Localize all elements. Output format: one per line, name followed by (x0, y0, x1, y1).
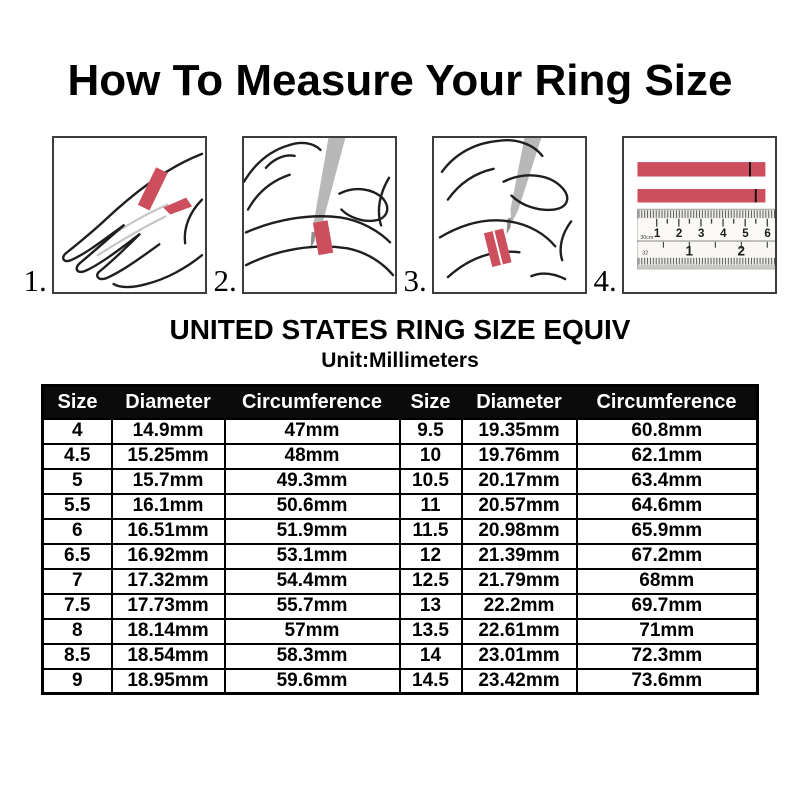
table-cell: 49.3mm (225, 469, 400, 494)
table-row (43, 619, 758, 644)
table-cell: 62.1mm (577, 444, 758, 469)
table-row (43, 669, 758, 694)
strips-and-ruler-icon (624, 138, 775, 292)
red-string (137, 167, 191, 214)
table-heading: UNITED STATES RING SIZE EQUIV (169, 314, 631, 346)
table-cell: 12.5 (400, 569, 462, 594)
table-cell: 53.1mm (225, 544, 400, 569)
table-cell: 19.35mm (462, 419, 577, 444)
red-strip-2 (637, 189, 765, 202)
table-cell: 65.9mm (577, 519, 758, 544)
ruler-cm-2: 2 (675, 228, 682, 241)
table-cell: 9.5 (400, 419, 462, 444)
table-cell: 11.5 (400, 519, 462, 544)
table-row (43, 594, 758, 619)
hand-with-string-icon (54, 138, 205, 292)
table-subheading: Unit:Millimeters (321, 349, 479, 373)
table-cell: 4 (43, 419, 112, 444)
table-cell: 15.7mm (112, 469, 225, 494)
table-cell: 18.54mm (112, 644, 225, 669)
header-cell-diameter: Diameter (112, 386, 225, 419)
table-cell: 58.3mm (225, 644, 400, 669)
table-cell: 69.7mm (577, 594, 758, 619)
table-cell: 64.6mm (577, 494, 758, 519)
table-cell: 18.95mm (112, 669, 225, 694)
table-cell: 59.6mm (225, 669, 400, 694)
table-cell: 16.1mm (112, 494, 225, 519)
table-cell: 20.57mm (462, 494, 577, 519)
ruler-cm-4: 4 (719, 228, 727, 241)
header-cell-diameter: Diameter (462, 386, 577, 419)
table-cell: 19.76mm (462, 444, 577, 469)
header-cell-circumference: Circumference (225, 386, 400, 419)
table-cell: 16.92mm (112, 544, 225, 569)
table-cell: 10.5 (400, 469, 462, 494)
table-cell: 14.5 (400, 669, 462, 694)
table-cell: 13.5 (400, 619, 462, 644)
red-strip-1 (637, 162, 765, 176)
table-cell: 14 (400, 644, 462, 669)
table-cell: 22.2mm (462, 594, 577, 619)
table-row (43, 444, 758, 469)
table-cell: 55.7mm (225, 594, 400, 619)
steps-row (0, 134, 800, 298)
step-3-illustration (432, 136, 587, 294)
table-row (43, 644, 758, 669)
table-cell: 20.98mm (462, 519, 577, 544)
header-cell-size: Size (400, 386, 462, 419)
table-cell: 5.5 (43, 494, 112, 519)
table-cell: 22.61mm (462, 619, 577, 644)
table-cell: 7.5 (43, 594, 112, 619)
table-cell: 6.5 (43, 544, 112, 569)
step-1-number: 1. (23, 262, 47, 298)
red-string (312, 221, 332, 256)
ruler-cm-unit-label: 30cm (639, 235, 653, 242)
table-cell: 54.4mm (225, 569, 400, 594)
table-cell: 7 (43, 569, 112, 594)
pen-marking-string-icon (244, 138, 395, 292)
table-cell: 23.42mm (462, 669, 577, 694)
table-cell: 71mm (577, 619, 758, 644)
header-cell-size: Size (43, 386, 112, 419)
step-2 (213, 136, 397, 298)
table-cell: 67.2mm (577, 544, 758, 569)
table-cell: 14.9mm (112, 419, 225, 444)
table-row (43, 419, 758, 444)
table-cell: 21.39mm (462, 544, 577, 569)
table-header-row (43, 386, 758, 419)
step-2-number: 2. (213, 262, 237, 298)
pen-marking-string-closeup-icon (434, 138, 585, 292)
ruler (637, 209, 775, 269)
table-cell: 21.79mm (462, 569, 577, 594)
ruler-cm-1: 1 (653, 228, 660, 241)
table-row (43, 494, 758, 519)
table-cell: 48mm (225, 444, 400, 469)
table-cell: 50.6mm (225, 494, 400, 519)
ruler-inch-unit-label: 32 (641, 250, 648, 257)
table-row (43, 544, 758, 569)
table-row (43, 519, 758, 544)
step-2-illustration (242, 136, 397, 294)
table-cell: 20.17mm (462, 469, 577, 494)
step-4-number: 4. (593, 262, 617, 298)
table-cell: 23.01mm (462, 644, 577, 669)
table-cell: 5 (43, 469, 112, 494)
table-cell: 60.8mm (577, 419, 758, 444)
table-cell: 72.3mm (577, 644, 758, 669)
table-cell: 51.9mm (225, 519, 400, 544)
step-1 (23, 136, 207, 298)
ring-size-table (41, 384, 759, 695)
ruler-cm-5: 5 (741, 228, 749, 241)
table-cell: 18.14mm (112, 619, 225, 644)
table-cell: 10 (400, 444, 462, 469)
step-3-number: 3. (403, 262, 427, 298)
header-cell-circumference: Circumference (577, 386, 758, 419)
table-row (43, 469, 758, 494)
ruler-inch-1: 1 (685, 243, 693, 259)
step-3 (403, 136, 587, 298)
step-4-illustration (622, 136, 777, 294)
table-cell: 12 (400, 544, 462, 569)
step-4 (593, 136, 777, 298)
table-body (43, 419, 758, 694)
table-cell: 8 (43, 619, 112, 644)
table-cell: 16.51mm (112, 519, 225, 544)
table-cell: 73.6mm (577, 669, 758, 694)
table-cell: 17.73mm (112, 594, 225, 619)
table-row (43, 569, 758, 594)
table-cell: 15.25mm (112, 444, 225, 469)
table-cell: 6 (43, 519, 112, 544)
table-cell: 68mm (577, 569, 758, 594)
table-cell: 57mm (225, 619, 400, 644)
table-cell: 4.5 (43, 444, 112, 469)
ruler-cm-3: 3 (697, 228, 704, 241)
table-cell: 17.32mm (112, 569, 225, 594)
table-cell: 63.4mm (577, 469, 758, 494)
page-title: How To Measure Your Ring Size (67, 56, 733, 105)
step-1-illustration (52, 136, 207, 294)
table-cell: 47mm (225, 419, 400, 444)
table-cell: 11 (400, 494, 462, 519)
ruler-inch-2: 2 (736, 243, 745, 259)
red-ring-band (483, 229, 511, 268)
table-cell: 9 (43, 669, 112, 694)
ruler-cm-6: 6 (763, 228, 771, 241)
table-cell: 8.5 (43, 644, 112, 669)
table-cell: 13 (400, 594, 462, 619)
